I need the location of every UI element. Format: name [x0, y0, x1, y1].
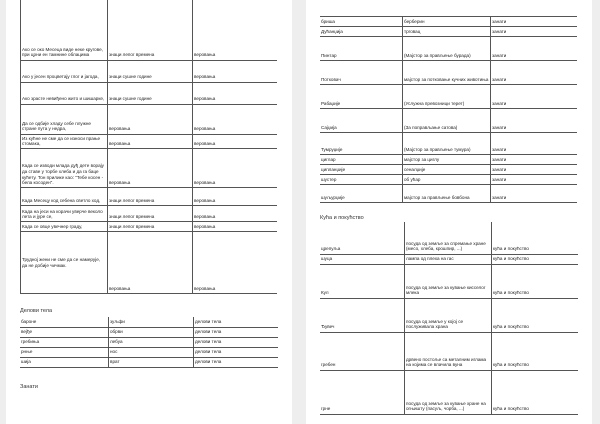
table-cell: Из кућне не сме да се износи прање стомака, [21, 134, 108, 149]
table-cell: Да се одбије хладу себе плужне стране пута у недра, [21, 104, 108, 134]
table-cell: веровања [193, 232, 278, 294]
table-cell: кућа и покућство [492, 370, 579, 414]
table-cell: Потковач [320, 61, 403, 85]
table-cell: занати [491, 61, 578, 85]
beliefs-table [20, 0, 277, 294]
table-cell: Када Месецу код себена светло ход, [21, 188, 108, 206]
table-cell: циглар [320, 155, 403, 165]
section-title-house: Кућа и покућство [320, 215, 364, 221]
table-cell: грне [320, 370, 405, 414]
table-cell: обрви [109, 327, 194, 337]
table-cell: веровања [193, 134, 278, 149]
table-row [21, 232, 278, 294]
table-cell: кућа и покућство [492, 264, 579, 298]
table-cell: шија [20, 357, 109, 367]
table-row [320, 37, 577, 61]
table-row [320, 133, 577, 155]
table-cell: ципланџије [320, 165, 403, 175]
table-cell: нос [109, 347, 194, 357]
table-cell: посуда од земље за спремање хране (месо, хлеба, крошпир, ...) [405, 222, 492, 254]
table-cell: занати [491, 17, 578, 27]
table-cell: Када на јеси на корачи уверче веколо лета и јуре се, [21, 206, 108, 222]
table-cell: сеналџије [403, 165, 491, 175]
table-cell: вејђе [20, 327, 109, 337]
table-row [21, 206, 278, 222]
table-cell: посуда од земље за кување кисселог млека [405, 264, 492, 298]
table-cell: Дућанџија [320, 27, 403, 37]
table-cell: врат [109, 357, 194, 367]
table-cell: знаци сушне године [108, 82, 193, 104]
table-cell: делови тела [194, 347, 279, 357]
table-cell: Рабаџије [320, 85, 403, 109]
table-cell: црепуља [320, 222, 405, 254]
house-table [320, 222, 578, 415]
section-title-body-parts: Делови тела [20, 308, 53, 314]
table-cell: рнње [20, 347, 109, 357]
table-cell: гребен [320, 332, 405, 370]
table-cell: посуда од земље у којој се послуживала храна [405, 298, 492, 332]
table-cell: (Мајстор за прављење бурада) [403, 37, 491, 61]
table-row [21, 0, 278, 60]
table-row [320, 61, 577, 85]
table-cell: лебуа [109, 337, 194, 347]
table-cell: веровања [108, 134, 193, 149]
table-cell: посуда од земље за кување хране на огњишту (пасуљ, чорба, ...) [405, 370, 492, 414]
table-cell: веровања [193, 149, 278, 188]
table-cell: веровања [193, 104, 278, 134]
table-row [21, 222, 278, 232]
table-cell: зуљфи [109, 317, 194, 327]
table-cell: занати [491, 185, 578, 203]
table-cell: занати [491, 133, 578, 155]
left-page [6, 0, 292, 424]
table-cell: веровања [193, 188, 278, 206]
table-cell: Ако зрасте невиђено жито и шишарке, [21, 82, 108, 104]
table-cell: делови тела [194, 317, 279, 327]
table-cell: веровања [193, 222, 278, 232]
table-cell: Кул [320, 264, 405, 298]
table-cell: знаци сушне године [108, 60, 193, 82]
table-row [320, 264, 578, 298]
table-row [20, 347, 278, 357]
table-cell: лампа од плеха на гас [405, 254, 492, 264]
table-row [20, 317, 278, 327]
table-cell: делови тела [194, 357, 279, 367]
table-cell: знаци лепог времена [108, 0, 193, 60]
table-cell: знаци лепог времена [108, 188, 193, 206]
table-row [320, 222, 578, 254]
table-cell: Када се овце увечнер граду, [21, 222, 108, 232]
table-row [20, 357, 278, 367]
table-cell: Када се изводи млада дуђ дете ворају да ставе у торбе хлеба и да га баце кућету. Тон прилике као: "Тебе косен - бела косоден". [21, 149, 108, 188]
table-cell: занати [491, 37, 578, 61]
table-row [20, 327, 278, 337]
section-title-crafts: Занати [20, 384, 38, 390]
table-cell: Пинтар [320, 37, 403, 61]
table-cell: веровања [193, 82, 278, 104]
table-cell: веровања [193, 0, 278, 60]
table-cell: веровања [108, 104, 193, 134]
table-cell: кућа и покућство [492, 332, 579, 370]
table-cell: делови тела [194, 337, 279, 347]
table-cell: занати [491, 27, 578, 37]
table-row [320, 185, 577, 203]
table-row [320, 254, 578, 264]
table-cell: гребиња [20, 337, 109, 347]
table-cell: кућа и покућство [492, 298, 579, 332]
table-cell: делови тела [194, 327, 279, 337]
table-cell: занати [491, 165, 578, 175]
table-cell: Трудној жени не сме да се намерује, да не добије чичмак. [21, 232, 108, 294]
table-row [20, 337, 278, 347]
table-cell: Ако се око Месеца виде неке кругове, при црни ен тамнине облацима [21, 0, 108, 60]
table-row [21, 134, 278, 149]
table-cell: занати [491, 109, 578, 133]
table-cell: мајстор за циглу [403, 155, 491, 165]
table-row [320, 370, 578, 414]
table-cell: веровања [193, 206, 278, 222]
table-cell: знаци лепог времена [108, 206, 193, 222]
table-row [21, 188, 278, 206]
table-cell: занати [491, 175, 578, 185]
table-cell: (За поправљање сатова) [403, 109, 491, 133]
crafts-table [320, 16, 577, 203]
table-cell: мајстор за потковање кучних животиња [403, 61, 491, 85]
table-row [320, 298, 578, 332]
table-row [320, 17, 577, 27]
table-cell: (Услужна превозници терет) [403, 85, 491, 109]
table-cell: мајстор за прављење бовбона [403, 185, 491, 203]
right-page [306, 0, 592, 424]
table-cell: Ђувеч [320, 298, 405, 332]
table-cell: трговац [403, 27, 491, 37]
table-cell: кућа и покућство [492, 222, 579, 254]
table-row [320, 165, 577, 175]
table-cell: занати [491, 155, 578, 165]
table-row [21, 60, 278, 82]
table-cell: Ако у јесен процветају глог и јагода, [21, 60, 108, 82]
table-row [320, 85, 577, 109]
body-parts-table [20, 317, 278, 368]
table-row [320, 27, 577, 37]
table-cell: бароне [20, 317, 109, 327]
table-cell: шуца [320, 254, 405, 264]
table-cell: кућа и покућство [492, 254, 579, 264]
table-cell: дрвено постоље са металним иглама на којима се влачила вуна [405, 332, 492, 370]
table-row [320, 332, 578, 370]
table-cell: веровања [108, 149, 193, 188]
table-row [320, 175, 577, 185]
table-cell: бриша [320, 17, 403, 27]
table-cell: занати [491, 85, 578, 109]
table-cell: веровања [193, 60, 278, 82]
table-cell: шуљурџије [320, 185, 403, 203]
table-row [21, 82, 278, 104]
table-cell: об ућар [403, 175, 491, 185]
table-row [21, 104, 278, 134]
table-row [320, 155, 577, 165]
table-cell: берберин [403, 17, 491, 27]
table-cell: Сајџија [320, 109, 403, 133]
table-cell: знаци лепог времена [108, 222, 193, 232]
table-cell: Тумруџије [320, 133, 403, 155]
table-cell: шустер [320, 175, 403, 185]
table-cell: веровања [108, 232, 193, 294]
table-row [320, 109, 577, 133]
table-row [21, 149, 278, 188]
table-cell: (Мајстор за прављење тумура) [403, 133, 491, 155]
